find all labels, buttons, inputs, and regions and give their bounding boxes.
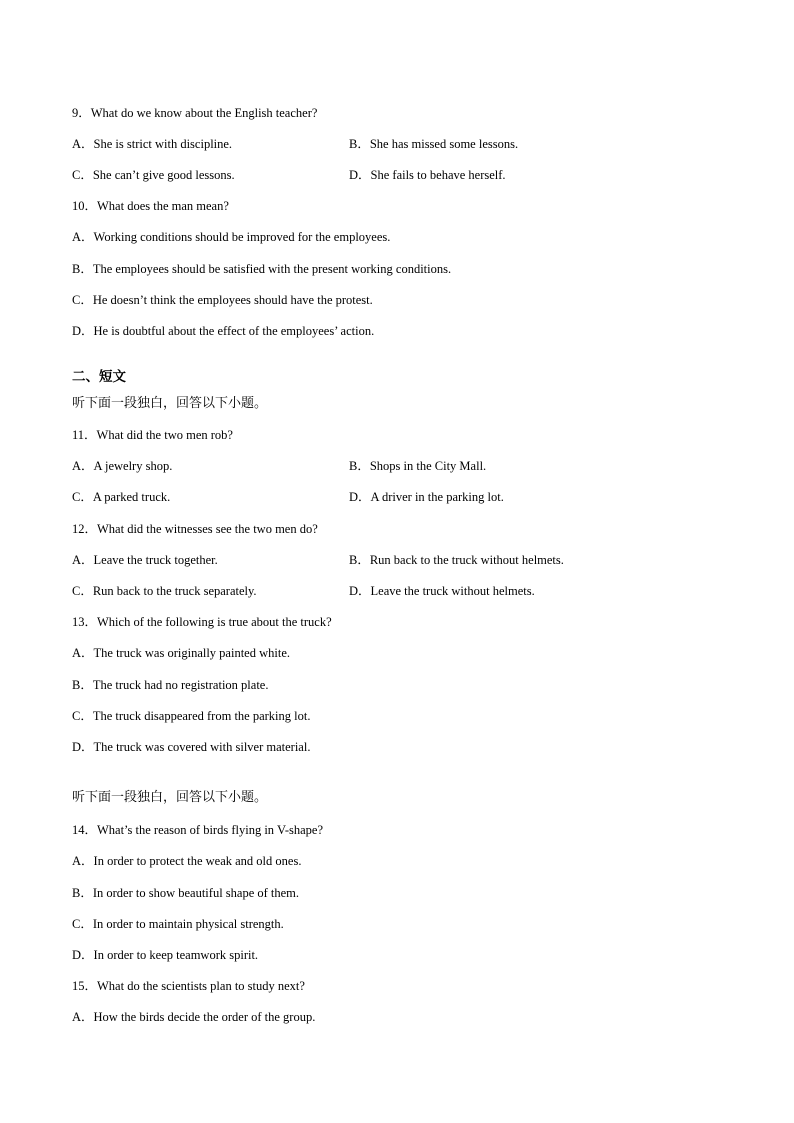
question-13-option-a: A．The truck was originally painted white. (72, 646, 290, 660)
listening-instruction-1: 听下面一段独白，回答以下小题。 (72, 396, 268, 411)
question-11-option-d: D．A driver in the parking lot. (349, 490, 504, 504)
question-14-stem: 14．What’s the reason of birds flying in V-shape? (72, 823, 323, 837)
question-12-option-d: D．Leave the truck without helmets. (349, 584, 535, 598)
question-14-option-c: C．In order to maintain physical strength. (72, 917, 284, 931)
question-13-option-c: C．The truck disappeared from the parking lot. (72, 709, 311, 723)
question-11-option-b: B．Shops in the City Mall. (349, 459, 487, 473)
question-14-option-a: A．In order to protect the weak and old ones. (72, 854, 302, 868)
question-10-option-a: A．Working conditions should be improved for the employees. (72, 230, 391, 244)
listening-instruction-2: 听下面一段独白，回答以下小题。 (72, 790, 268, 805)
question-11-stem: 11．What did the two men rob? (72, 428, 233, 442)
question-15-option-a: A．How the birds decide the order of the group. (72, 1010, 316, 1024)
question-15-stem: 15．What do the scientists plan to study next? (72, 979, 305, 993)
question-13-option-b: B．The truck had no registration plate. (72, 678, 269, 692)
question-11-option-c: C．A parked truck. (72, 490, 171, 504)
question-13-stem: 13．Which of the following is true about the truck? (72, 615, 332, 629)
question-14-option-b: B．In order to show beautiful shape of them. (72, 886, 300, 900)
question-10-option-b: B．The employees should be satisfied with the present working conditions. (72, 262, 452, 276)
question-10-option-d: D．He is doubtful about the effect of the employees’ action. (72, 324, 375, 338)
question-9-option-a: A．She is strict with discipline. (72, 137, 233, 151)
question-13-option-d: D．The truck was covered with silver material. (72, 740, 311, 754)
section-heading: 二、短文 (72, 369, 126, 385)
question-12-option-a: A．Leave the truck together. (72, 553, 218, 567)
question-12-option-c: C．Run back to the truck separately. (72, 584, 257, 598)
question-10-stem: 10．What does the man mean? (72, 199, 229, 213)
question-9-option-b: B．She has missed some lessons. (349, 137, 519, 151)
question-10-option-c: C．He doesn’t think the employees should have the protest. (72, 293, 373, 307)
question-14-option-d: D．In order to keep teamwork spirit. (72, 948, 259, 962)
question-9-option-c: C．She can’t give good lessons. (72, 168, 235, 182)
question-12-option-b: B．Run back to the truck without helmets. (349, 553, 564, 567)
question-12-stem: 12．What did the witnesses see the two men do? (72, 522, 318, 536)
question-9-option-d: D．She fails to behave herself. (349, 168, 506, 182)
question-9-stem: 9．What do we know about the English teacher? (72, 106, 318, 120)
question-11-option-a: A．A jewelry shop. (72, 459, 173, 473)
